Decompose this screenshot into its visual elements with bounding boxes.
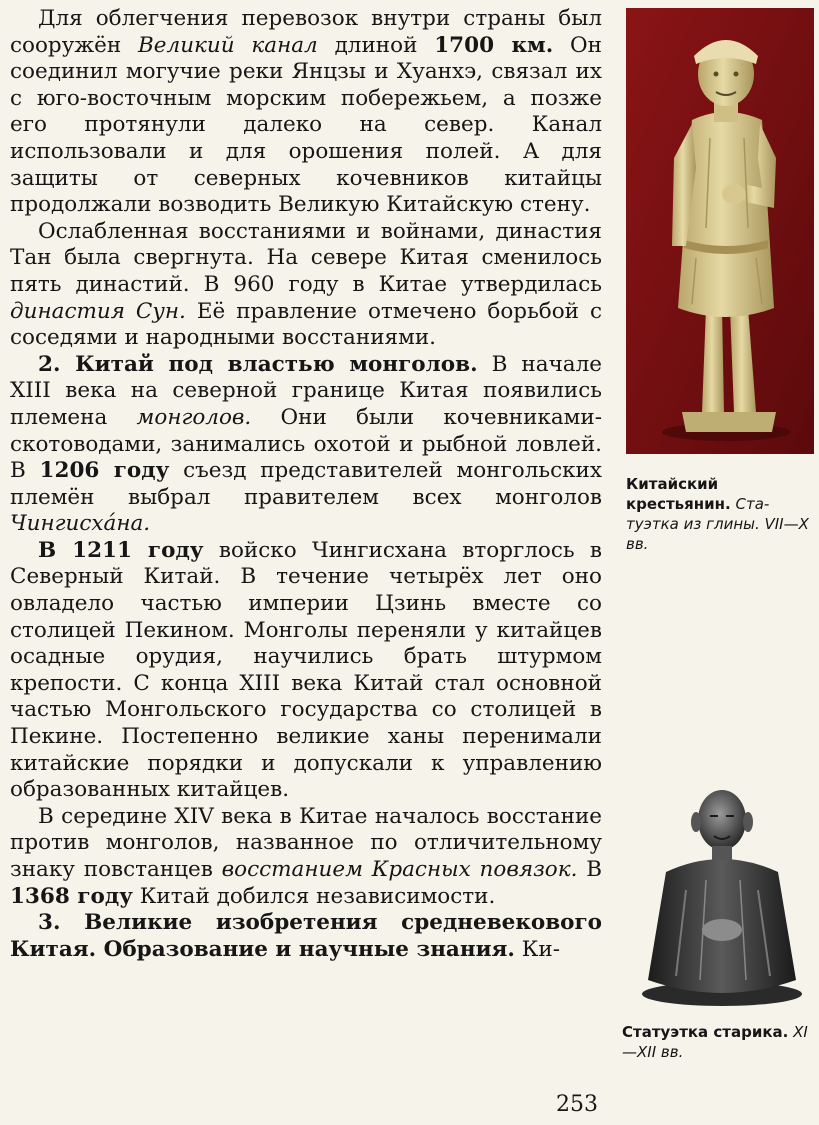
text-run: Ослабленная восстаниями и войнами, династия Тан была свергнута. На севере Китая сменилось пять династий. В 960 году в Китае утвердилась xyxy=(10,218,602,297)
paragraph xyxy=(10,804,602,910)
text-run: В xyxy=(577,857,602,882)
text-run: Они были кочевниками-скотоводами, занимались охотой и рыбной ловлей. В xyxy=(10,404,602,484)
caption-text: XI—XII вв. xyxy=(622,1023,808,1061)
caption-title: Статуэтка старика. xyxy=(622,1023,789,1041)
italic-run: монголов. xyxy=(136,404,252,430)
text-run: В начале XIII века на северной границе Китая появились племена xyxy=(10,351,602,430)
text-run: Ки- xyxy=(514,936,560,962)
old-man-statuette-illustration xyxy=(636,780,808,1010)
text-run: войско Чингисхана вторглось в Северный Китай. В течение четырёх лет оно овладело частью империи Цзинь вместе со столицей Пекином. Монголы переняли у китайцев осадные орудия, научились брать штурмом крепости. С конца XIII века Китай стал основной частью Монгольского государства со столицей в Пекине. Постепенно великие ханы перенимали китайские порядки и допускали к управлению образованных китайцев. xyxy=(10,537,602,803)
bold-run: 2. Китай под властью монголов. xyxy=(38,351,478,377)
italic-run: династия Сун. xyxy=(10,298,186,324)
italic-run: восстанием Красных повязок. xyxy=(221,857,578,882)
peasant-statuette-photo xyxy=(626,8,814,454)
text-run: В середине XIV века в Китае началось восстание против монголов, названное по отличительному знаку повстанцев xyxy=(10,803,602,882)
paragraph xyxy=(10,6,602,219)
paragraph xyxy=(10,219,602,352)
bold-run: 1206 году xyxy=(39,458,170,484)
caption-text: Статуэтка из глины. VII—X вв. xyxy=(626,495,809,553)
peasant-statuette-illustration xyxy=(626,8,814,454)
old-man-statuette-caption xyxy=(622,1022,816,1062)
bold-run: В 1211 году xyxy=(38,537,204,563)
text-run: Для облегчения перевозок внутри страны был сооружён xyxy=(10,6,602,58)
main-text-column xyxy=(10,6,602,963)
bold-run: 1700 км. xyxy=(434,32,554,58)
page-number: 253 xyxy=(556,1092,598,1117)
italic-run: Чингисха́на. xyxy=(10,511,151,537)
text-run: Он соединил могучие реки Янцзы и Хуанхэ, связал их с юго-восточным морским побережьем, а позже его протянули далеко на север. Канал использовали и для орошения полей. А для защиты от северных кочевников китайцы продолжали возводить Великую Китайскую стену. xyxy=(10,32,602,218)
italic-run: Великий канал xyxy=(138,32,318,58)
paragraph xyxy=(10,910,602,963)
paragraph xyxy=(10,352,602,538)
caption-title: Китайский крестьянин. xyxy=(626,475,731,513)
bold-run: 3. Великие изобретения средневекового Китая. Образование и научные знания. xyxy=(10,910,602,962)
text-run: Её правление отмечено борьбой с соседями и народными восстаниями. xyxy=(10,298,603,351)
text-run: съезд представителей монгольских племён выбрал правителем всех монголов xyxy=(10,458,602,510)
old-man-statuette-photo xyxy=(636,780,808,1010)
text-run: Китай добился независимости. xyxy=(132,883,496,909)
peasant-statuette-caption xyxy=(626,474,816,554)
paragraph xyxy=(10,538,602,804)
bold-run: 1368 году xyxy=(10,883,133,909)
text-run: длиной xyxy=(317,32,435,58)
